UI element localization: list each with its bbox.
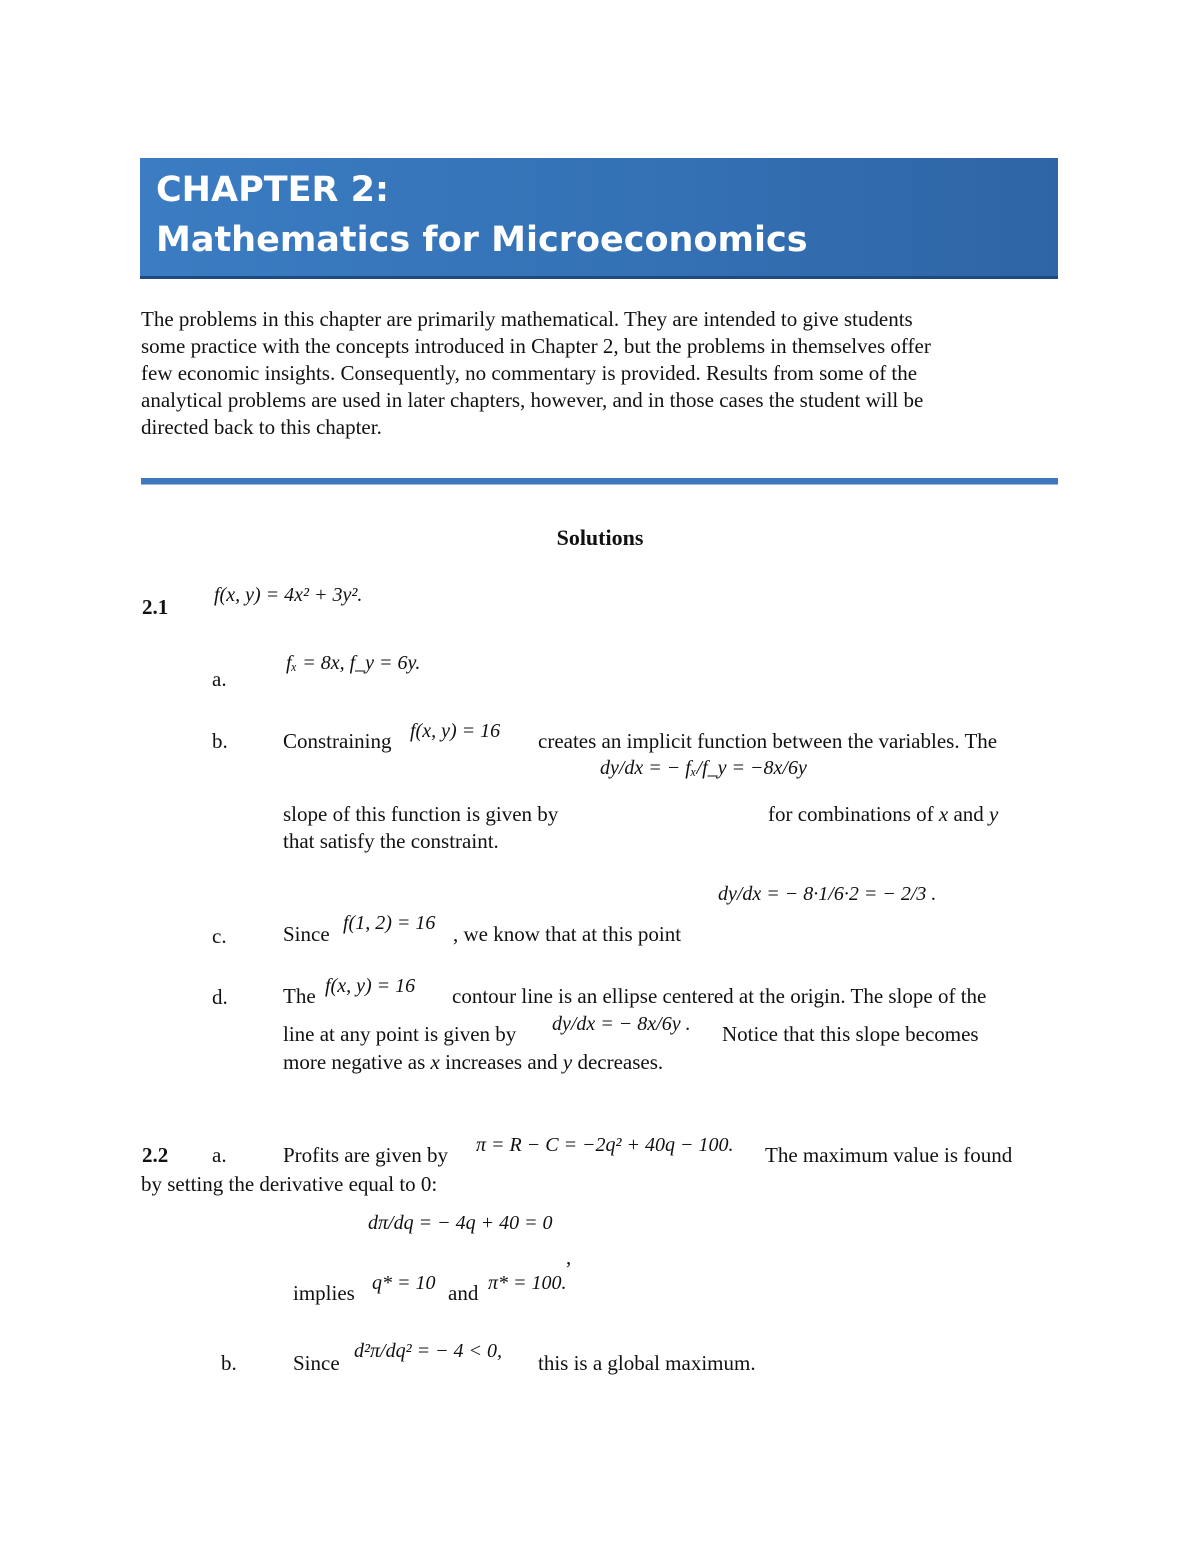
chapter-number: CHAPTER 2:: [156, 170, 389, 210]
chapter-title: Mathematics for Microeconomics: [156, 220, 808, 260]
text: Notice that this slope becomes: [722, 1022, 979, 1046]
part-label: d.: [212, 985, 228, 1009]
text: Profits are given by: [283, 1143, 449, 1167]
section-divider: [141, 478, 1058, 484]
text: [768, 802, 998, 827]
text: , we know that at this point: [453, 922, 682, 946]
text: this is a global maximum.: [538, 1351, 756, 1375]
equation: π = R − C = −2q² + 40q − 100.: [476, 1134, 734, 1156]
equation: q* = 10: [372, 1272, 436, 1294]
equation: dy/dx = − 8x/6y .: [552, 1013, 691, 1035]
part-label: b.: [212, 729, 228, 753]
equation: fₓ = 8x, f_y = 6y.: [286, 652, 421, 674]
text: decreases.: [577, 1050, 664, 1074]
equation: f(x, y) = 16: [325, 975, 416, 997]
equation: dy/dx = − fₓ/f_y = −8x/6y: [600, 757, 807, 779]
equation: f(1, 2) = 16: [343, 912, 436, 934]
text: that satisfy the constraint.: [283, 829, 499, 853]
problem-number: 2.1: [142, 595, 169, 619]
text: for combinations of: [768, 802, 934, 826]
intro-paragraph: [141, 306, 1061, 441]
text: implies: [293, 1281, 355, 1305]
part-label: a.: [212, 667, 227, 691]
part-label: a.: [212, 1143, 227, 1167]
text: slope of this function is given by: [283, 802, 559, 826]
problem-number: 2.2: [142, 1143, 169, 1167]
intro-line: few economic insights. Consequently, no commentary is provided. Results from some of the: [141, 361, 918, 385]
text: contour line is an ellipse centered at the origin. The slope of the: [452, 984, 987, 1008]
variable: y: [562, 1050, 573, 1074]
intro-line: analytical problems are used in later chapters, however, and in those cases the student will be: [141, 388, 924, 412]
text: creates an implicit function between the variables. The: [538, 729, 998, 753]
text: line at any point is given by: [283, 1022, 517, 1046]
text: increases and: [445, 1050, 558, 1074]
text: Since: [293, 1351, 340, 1375]
text: The: [283, 984, 316, 1008]
equation: dy/dx = − 8·1/6·2 = − 2/3 .: [718, 883, 937, 905]
problem-equation: f(x, y) = 4x² + 3y².: [214, 584, 363, 606]
text: by setting the derivative equal to 0:: [141, 1172, 438, 1196]
variable: x: [430, 1050, 440, 1074]
variable: y: [989, 802, 999, 826]
intro-line: The problems in this chapter are primarily mathematical. They are intended to give students: [141, 307, 913, 331]
part-label: b.: [221, 1351, 237, 1375]
equation: f(x, y) = 16: [410, 720, 501, 742]
text: and: [953, 802, 984, 826]
equation: dπ/dq = − 4q + 40 = 0: [368, 1212, 553, 1234]
equation: d²π/dq² = − 4 < 0,: [354, 1340, 503, 1362]
text: and: [448, 1281, 479, 1305]
equation: π* = 100.: [488, 1272, 567, 1294]
text: Since: [283, 922, 330, 946]
text-line: [283, 1050, 663, 1075]
intro-line: directed back to this chapter.: [141, 415, 382, 439]
text: Constraining: [283, 729, 392, 753]
intro-line: some practice with the concepts introduced in Chapter 2, but the problems in themselves offer: [141, 334, 931, 358]
text: more negative as: [283, 1050, 426, 1074]
variable: x: [938, 802, 949, 826]
chapter-banner: [140, 158, 1058, 279]
part-label: c.: [212, 924, 227, 948]
text: ,: [566, 1245, 572, 1269]
text: The maximum value is found: [765, 1143, 1013, 1167]
solutions-heading: Solutions: [556, 525, 644, 550]
